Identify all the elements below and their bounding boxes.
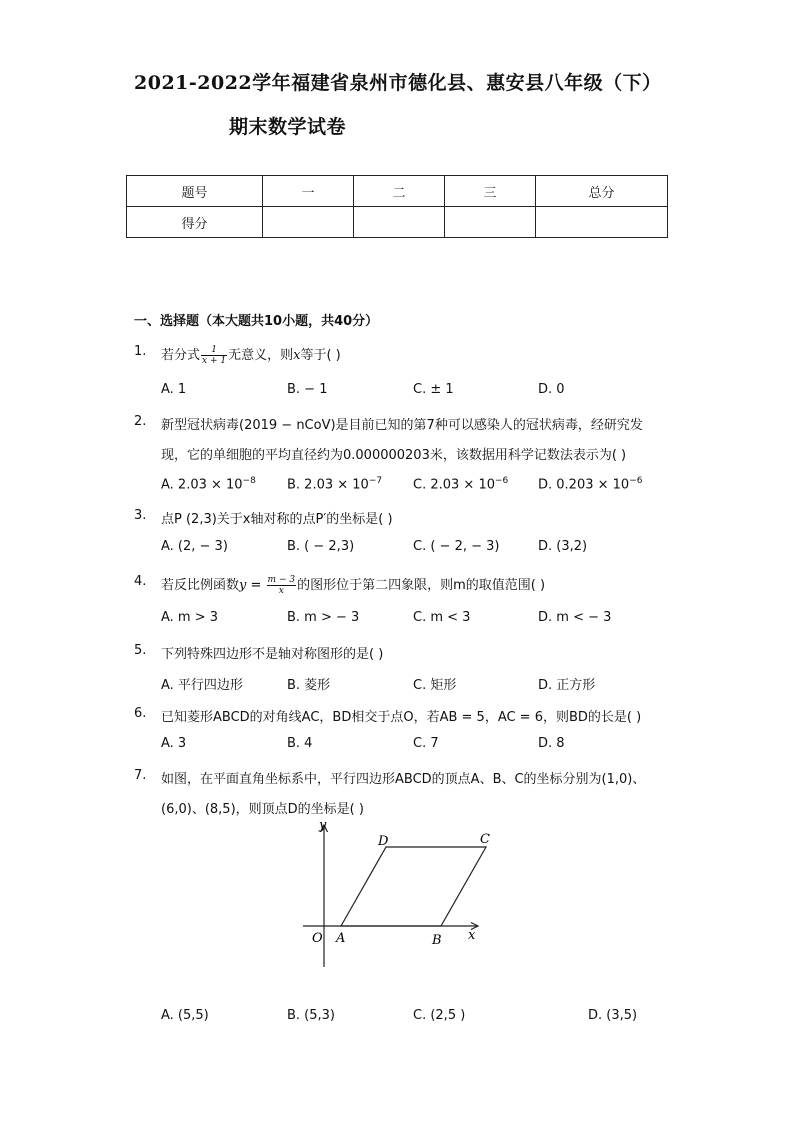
option-c: C. ± 1 <box>413 382 454 397</box>
label-c: C <box>480 832 490 847</box>
label-d: D <box>378 834 389 849</box>
parallelogram-abcd <box>341 847 486 926</box>
score-table-header-row <box>127 176 668 207</box>
option-b: B. m > − 3 <box>287 610 360 625</box>
score-table-score-row <box>127 207 668 238</box>
option-d: D. (3,2) <box>538 539 588 554</box>
score-table <box>126 175 668 238</box>
option-d: D. m < − 3 <box>538 610 612 625</box>
score-cell <box>354 207 445 238</box>
exam-title-line1: 2021-2022学年福建省泉州市德化县、惠安县八年级（下） <box>134 72 662 94</box>
question-number: 5. <box>134 643 147 658</box>
label-b: B <box>432 933 442 948</box>
question-text: 若分式 $\frac{1}{x + 1}$ 无意义，则x等于( ) <box>161 345 341 366</box>
option-c: C. ( − 2, − 3) <box>413 539 500 554</box>
option-b: B. 菱形 <box>287 678 331 693</box>
option-c: C. (2,5 ) <box>413 1008 466 1023</box>
question-text: 下列特殊四边形不是轴对称图形的是( ) <box>161 647 384 662</box>
option-a: A. $2.03 \times 10^{-8}$ <box>161 476 256 493</box>
fraction: $\frac{m - 3}{x}$ <box>267 575 296 596</box>
question-text-line1: 如图，在平面直角坐标系中，平行四边形ABCD的顶点A、B、C的坐标分别为(1,0)、 <box>161 772 646 787</box>
question-text-line1: 新型冠状病毒(2019 − nCoV)是目前已知的第7种可以感染人的冠状病毒，经研究发 <box>161 418 643 433</box>
score-row-label: 得分 <box>127 207 263 238</box>
option-a: A. 平行四边形 <box>161 678 243 693</box>
option-a: A. (2, − 3) <box>161 539 228 554</box>
question-number: 2. <box>134 414 147 429</box>
question-text: 点P (2,3)关于x轴对称的点P′的坐标是( ) <box>161 512 393 527</box>
label-o: O <box>312 931 323 946</box>
coordinate-figure <box>300 815 490 975</box>
label-x: x <box>468 928 476 943</box>
label-a: A <box>336 931 346 946</box>
score-header-cell: 总分 <box>536 176 668 207</box>
section-heading-choice: 一、选择题（本大题共10小题，共40分） <box>134 314 379 329</box>
option-b: B. (5,3) <box>287 1008 336 1023</box>
score-cell <box>536 207 668 238</box>
question-text-line2: (6,0)、(8,5)，则顶点D的坐标是( ) <box>161 802 364 817</box>
option-d: D. (3,5) <box>588 1008 638 1023</box>
option-d: D. $0.203 \times 10^{-6}$ <box>538 476 643 493</box>
question-number: 6. <box>134 706 147 721</box>
option-d: D. 0 <box>538 382 565 397</box>
option-b: B. − 1 <box>287 382 328 397</box>
question-number: 3. <box>134 508 147 523</box>
question-number: 7. <box>134 768 147 783</box>
question-number: 4. <box>134 574 147 589</box>
option-a: A. (5,5) <box>161 1008 209 1023</box>
exam-title-line2: 期末数学试卷 <box>229 116 347 138</box>
question-text: 若反比例函数y = $\frac{m - 3}{x}$ 的图形位于第二四象限，则m的取值范围( ) <box>161 575 546 596</box>
option-a: A. 3 <box>161 736 187 751</box>
score-header-cell: 题号 <box>127 176 263 207</box>
score-cell <box>445 207 536 238</box>
question-text: 已知菱形ABCD的对角线AC，BD相交于点O，若AB = 5，AC = 6，则BD的长是( ) <box>161 710 642 725</box>
option-c: C. m < 3 <box>413 610 471 625</box>
score-cell <box>263 207 354 238</box>
score-header-cell: 一 <box>263 176 354 207</box>
option-a: A. 1 <box>161 382 187 397</box>
fraction: $\frac{1}{x + 1}$ <box>202 345 227 366</box>
option-b: B. ( − 2,3) <box>287 539 355 554</box>
option-b: B. 4 <box>287 736 313 751</box>
option-d: D. 8 <box>538 736 565 751</box>
score-header-cell: 三 <box>445 176 536 207</box>
option-c: C. $2.03 \times 10^{-6}$ <box>413 476 509 493</box>
option-b: B. $2.03 \times 10^{-7}$ <box>287 476 383 493</box>
option-c: C. 矩形 <box>413 678 457 693</box>
question-text-line2: 现，它的单细胞的平均直径约为0.000000203米，该数据用科学记数法表示为( ) <box>161 448 627 463</box>
label-y: y <box>319 818 327 833</box>
option-d: D. 正方形 <box>538 678 596 693</box>
score-header-cell: 二 <box>354 176 445 207</box>
option-a: A. m > 3 <box>161 610 219 625</box>
option-c: C. 7 <box>413 736 439 751</box>
question-number: 1. <box>134 344 147 359</box>
